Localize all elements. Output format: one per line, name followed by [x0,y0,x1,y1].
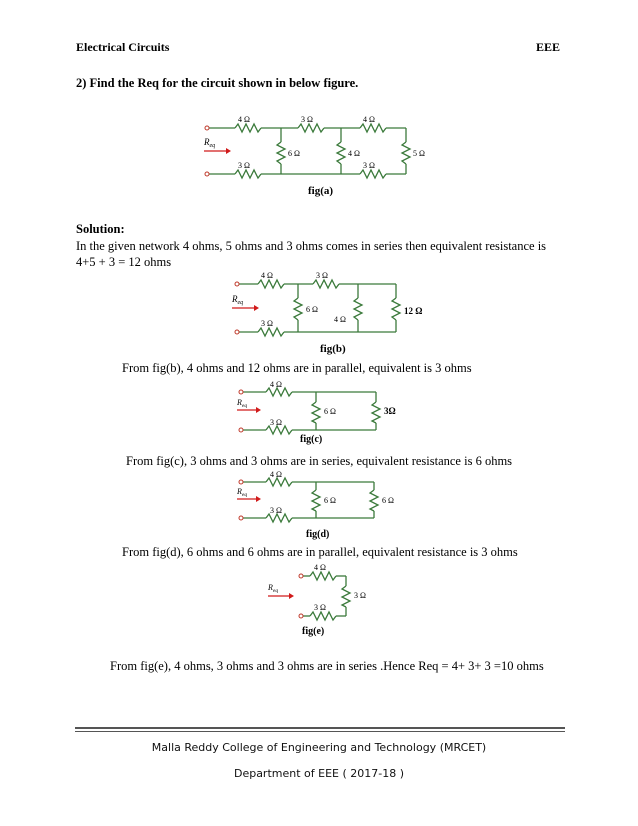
solution-text-1: In the given network 4 ohms, 5 ohms and 3 ohms comes in series then equivalent resistance is [76,239,547,253]
label-3ohm-bottom-left: 3 Ω [238,161,250,170]
figure-e [262,562,382,642]
solution-text-2: 4+5 + 3 = 12 ohms [76,255,172,269]
svg-text:4 Ω: 4 Ω [314,563,326,572]
svg-text:3 Ω: 3 Ω [354,591,366,600]
svg-text:3 Ω: 3 Ω [270,418,282,427]
figure-b [228,268,448,358]
svg-text:4 Ω: 4 Ω [270,380,282,389]
figure-d-caption: fig(d) [306,529,330,540]
solution-heading: Solution: [76,222,125,236]
svg-text:4 Ω: 4 Ω [270,470,282,479]
footer-college: Malla Reddy College of Engineering and Technology (MRCET) [151,741,487,754]
svg-text:6 Ω: 6 Ω [306,305,318,314]
figure-c-caption: fig(c) [300,434,323,445]
svg-text:Req: $R_{eq}$ [237,487,248,498]
step-c-text: From fig(c), 3 ohms and 3 ohms are in series, equivalent resistance is 6 ohms [126,454,513,468]
label-4ohm-top-right: 4 Ω [363,115,375,124]
footer-rule [75,727,565,729]
svg-text:6 Ω: 6 Ω [382,496,394,505]
figure-d [234,470,404,542]
figure-b-caption: fig(b) [320,343,346,355]
header-title: Electrical Circuits [76,40,170,54]
svg-text:4 Ω: 4 Ω [261,271,273,280]
svg-text:3 Ω: 3 Ω [314,603,326,612]
svg-text:Req: $R_{eq}$ [232,294,244,306]
svg-text:4 Ω: 4 Ω [334,315,346,324]
svg-text:6 Ω: 6 Ω [324,496,336,505]
svg-text:6 Ω: 6 Ω [324,407,336,416]
label-4ohm-top-left: 4 Ω [238,115,250,124]
figure-a-caption: fig(a) [308,185,334,197]
step-d-text: From fig(d), 6 ohms and 6 ohms are in parallel, equivalent resistance is 3 ohms [122,545,518,559]
header-department: EEE [535,40,560,54]
svg-text:3 Ω: 3 Ω [261,319,273,328]
svg-text:3Ω: 3Ω [384,406,396,416]
svg-text:12 Ω: 12 Ω [404,306,423,316]
svg-text:Req: $R_{eq}$ [268,583,279,594]
figure-e-caption: fig(e) [302,626,325,637]
label-3ohm-bottom-right: 3 Ω [363,161,375,170]
figure-c [234,378,404,448]
label-3ohm-top-mid: 3 Ω [301,115,313,124]
question-text: 2) Find the Req for the circuit shown in below figure. [76,76,359,90]
step-e-text: From fig(e), 4 ohms, 3 ohms and 3 ohms are in series .Hence Req = 4+ 3+ 3 =10 ohms [110,659,544,673]
svg-text:Req: $R_{eq}$ [237,398,248,409]
footer-department: Department of EEE ( 2017-18 ) [233,767,405,780]
step-b-text: From fig(b), 4 ohms and 12 ohms are in parallel, equivalent is 3 ohms [122,361,472,375]
svg-text:Req: $R_{eq}$ [204,137,216,149]
svg-text:3 Ω: 3 Ω [270,506,282,515]
footer-rule-thin [75,731,565,732]
figure-a [200,112,440,204]
label-6ohm: 6 Ω [288,149,300,158]
svg-text:3 Ω: 3 Ω [316,271,328,280]
label-4ohm-shunt: 4 Ω [348,149,360,158]
label-5ohm: 5 Ω [413,149,425,158]
